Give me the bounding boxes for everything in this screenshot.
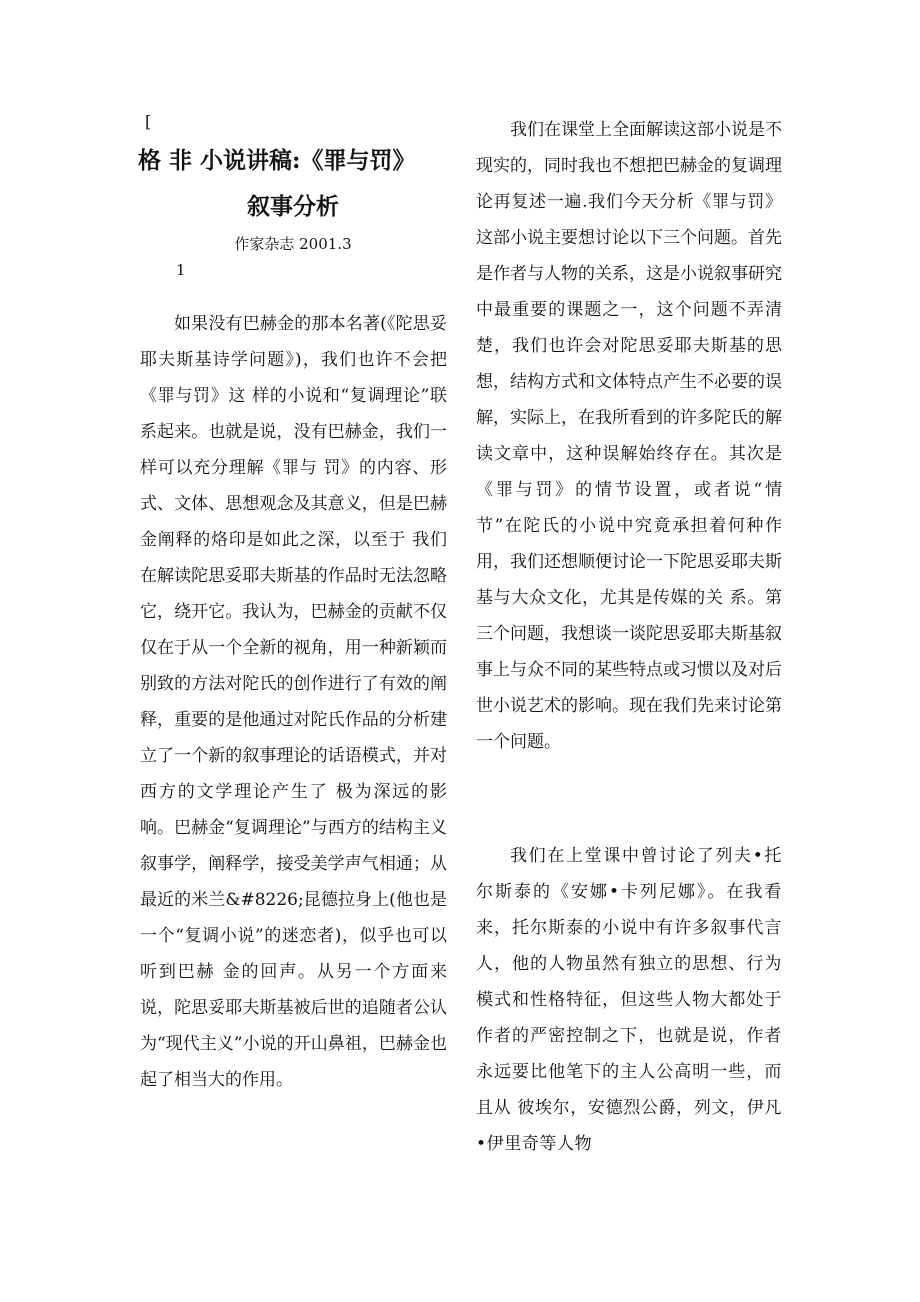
- title-line-2: 叙事分析: [247, 193, 339, 220]
- bracket-mark: [: [145, 112, 152, 131]
- right-column-paragraph-2: 我们在上堂课中曾讨论了列夫•托尔斯泰的《安娜•卡列尼娜》。在我看来，托尔斯泰的小说中有许多叙事代言人，他的人物虽然有独立的思想、行为模式和性格特征，但这些人物大都处于作者的严密控制之下，也就是说，作者永远要比他笔下的主人公高明一些，而且从 彼埃尔，安德烈公爵，列文，伊凡•伊里奇等人物: [476, 846, 782, 1154]
- section-marker: 1: [176, 261, 186, 279]
- source-line: 作家杂志 2001.3: [234, 235, 352, 253]
- right-column-paragraph-1: 我们在课堂上全面解读这部小说是不现实的，同时我也不想把巴赫金的复调理论再复述一遍.我们今天分析《罪与罚》这部小说主要想讨论以下三个问题。首先是作者与人物的关系，这是小说叙事研究中最重要的课题之一，这个问题不弄清楚，我们也许会对陀思妥耶夫斯基的思想，结构方式和文体特点产生不必要的误解，实际上，在我所看到的许多陀氏的解读文章中，这种误解始终存在。其次是《罪与罚》的情节设置，或者说“情节”在陀氏的小说中究竟承担着何种作用，我们还想顺便讨论一下陀思妥耶夫斯基与大众文化，尤其是传媒的关 系。第三个问题，我想谈一谈陀思妥耶夫斯基叙事上与众不同的某些特点或习惯以及对后世小说艺术的影响。现在我们先来讨论第一个问题。: [476, 120, 782, 752]
- title-line-1: 格 非 小说讲稿:《罪与罚》: [138, 147, 416, 174]
- left-column-paragraph-1: 如果没有巴赫金的那本名著(《陀思妥耶夫斯基诗学问题》)，我们也许不会把《罪与罚》这 样的小说和“复调理论”联系起来。也就是说，没有巴赫金，我们一样可以充分理解《罪与 罚》的内容、形式、文体、思想观念及其意义，但是巴赫金阐释的烙印是如此之深，以至于 我们在解读陀思妥耶夫斯基的作品时无法忽略它，绕开它。我认为，巴赫金的贡献不仅仅在于从一个全新的视角，用一种新颖而别致的方法对陀氏的创作进行了有效的阐释，重要的是他通过对陀氏作品的分析建立了一个新的叙事理论的话语模式，并对西方的文学理论产生了 极为深远的影响。巴赫金“复调理论”与西方的结构主义叙事学，阐释学，接受美学声气相通；从最近的米兰&#8226;昆德拉身上(他也是一个“复调小说”的迷恋者)，似乎也可以听到巴赫 金的回声。从另一个方面来说，陀思妥耶夫斯基被后世的追随者公认为“现代主义”小说的开山鼻祖，巴赫金也起了相当大的作用。: [140, 314, 447, 1090]
